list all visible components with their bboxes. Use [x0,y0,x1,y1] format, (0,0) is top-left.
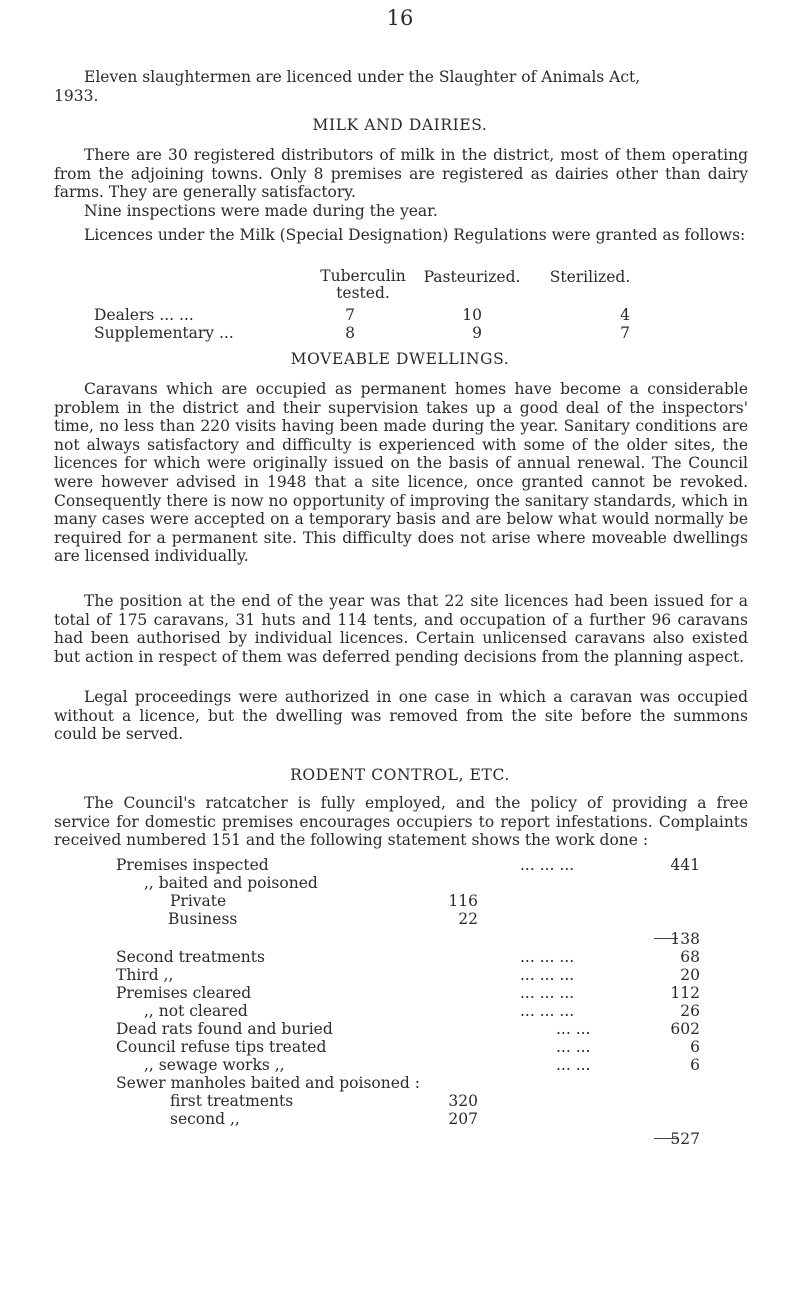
stat-business-label: Business [168,910,238,928]
row-label-supplementary: Supplementary ... [94,324,234,342]
stat-first-treat-label: first treatments [170,1092,294,1110]
stat-premises-inspected-value: 441 [670,856,700,874]
intro-line: Eleven slaughtermen are licenced under the Slaughter of Animals Act, [84,68,641,86]
stat-sewer-total: 527 [670,1130,700,1148]
supplementary-pasteurized: 9 [472,324,482,342]
dealers-pasteurized: 10 [462,306,482,324]
moveable-para-2: The position at the end of the year was that 22 site licences had been issued for a total of 175 caravans, 31 huts and 114 tents, and occupation of a further 96 caravans had been authorised by individual licences. Certain unlicensed caravans also existed but action in respect of them was deferred pending decisions from the planning aspect. [54,592,748,666]
stat-not-cleared-label: ,, not cleared [144,1002,248,1020]
stat-baited-total: 138 [670,930,700,948]
dealers-tuberculin: 7 [345,306,355,324]
row-label-dealers: Dealers ... ... [94,306,194,324]
stat-sewage-dots: ... ... [556,1056,591,1074]
stat-second-value: 68 [680,948,700,966]
dealers-sterilized: 4 [620,306,630,324]
stat-business-value: 22 [458,910,478,928]
stat-cleared-label: Premises cleared [116,984,252,1002]
milk-para-1: There are 30 registered distributors of milk in the district, most of them operating from the adjoining towns. Only 8 premises are registered as dairies other than dairy farms. They are generally satisfactory. [54,146,748,202]
supplementary-sterilized: 7 [620,324,630,342]
stat-second-label: Second treatments [116,948,265,966]
stat-first-treat-value: 320 [448,1092,478,1110]
col-pasteurized: Pasteurized. [423,268,521,286]
stat-premises-inspected-label: Premises inspected [116,856,269,874]
milk-para-3: Licences under the Milk (Special Designation) Regulations were granted as follows: [84,226,746,244]
stat-dead-rats-value: 602 [670,1020,700,1038]
col-sterilized: Sterilized. [549,268,631,286]
rodent-para-1: The Council's ratcatcher is fully employed, and the policy of providing a free service for domestic premises encourages occupiers to report infestations. Complaints received numbered 151 and the following statement shows the work done : [54,794,748,850]
milk-heading: MILK AND DAIRIES. [312,116,488,134]
moveable-heading: MOVEABLE DWELLINGS. [290,350,510,368]
stat-baited-label: ,, baited and poisoned [144,874,318,892]
supplementary-tuberculin: 8 [345,324,355,342]
stat-sewer-label: Sewer manholes baited and poisoned : [116,1074,420,1092]
stat-cleared-value: 112 [670,984,700,1002]
stat-third-dots: ... ... ... [520,966,575,984]
stat-refuse-tips-value: 6 [690,1038,700,1056]
stat-sewage-value: 6 [690,1056,700,1074]
stat-second-dots: ... ... ... [520,948,575,966]
stat-cleared-dots: ... ... ... [520,984,575,1002]
stat-private-label: Private [170,892,227,910]
col-tuberculin: Tuberculin tested. [320,267,406,302]
stat-second-treat-label: second ,, [170,1110,240,1128]
stat-dead-rats-dots: ... ... [556,1020,591,1038]
stat-not-cleared-value: 26 [680,1002,700,1020]
stat-refuse-tips-label: Council refuse tips treated [116,1038,327,1056]
stat-private-value: 116 [448,892,478,910]
stat-not-cleared-dots: ... ... ... [520,1002,575,1020]
milk-para-2: Nine inspections were made during the year. [84,202,438,220]
stat-third-label: Third ,, [116,966,174,984]
stat-sewage-label: ,, sewage works ,, [144,1056,285,1074]
moveable-para-1: Caravans which are occupied as permanent homes have become a considerable problem in the district and their supervision takes up a good deal of the inspectors' time, no less than 220 visits having been made during the year. Sanitary conditions are not always satisfactory and difficulty is experienced with some of the older sites, the licences for which were originally issued on the basis of annual renewal. The Council were however advised in 1948 that a site licence, once granted cannot be revoked. Consequently there is now no opportunity of improving the sanitary standards, which in many cases were accepted on a temporary basis and are below what would normally be required for a permanent site. This difficulty does not arise where moveable dwellings are licensed individually. [54,380,749,566]
stat-third-value: 20 [680,966,700,984]
stat-premises-inspected-dots: ... ... ... [520,856,575,874]
stat-second-treat-value: 207 [448,1110,478,1128]
stat-dead-rats-label: Dead rats found and buried [116,1020,333,1038]
page-number: 16 [386,6,414,30]
stat-refuse-tips-dots: ... ... [556,1038,591,1056]
intro-year: 1933. [54,87,99,105]
moveable-para-3: Legal proceedings were authorized in one case in which a caravan was occupied without a licence, but the dwelling was removed from the site before the summons could be served. [54,688,748,744]
rodent-heading: RODENT CONTROL, ETC. [290,766,510,784]
